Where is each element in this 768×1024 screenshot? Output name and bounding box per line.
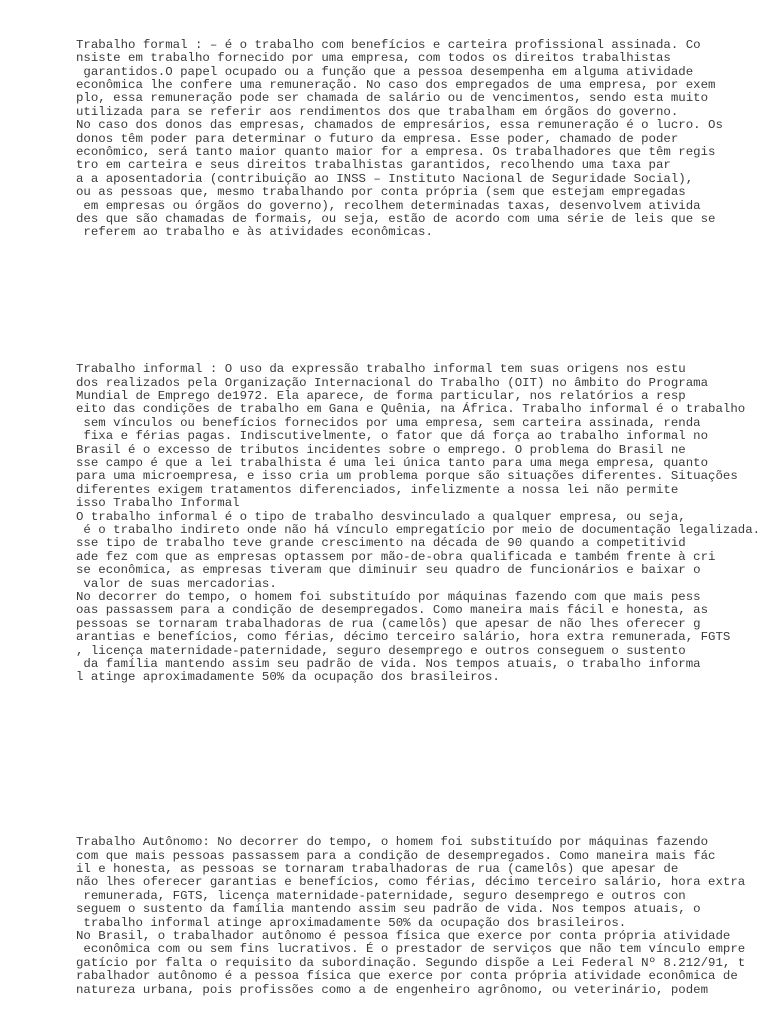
text-line: sem vínculos ou benefícios fornecidos por uma empresa, sem carteira assinada, renda	[76, 415, 701, 430]
text-line: oas passassem para a condição de desempregados. Como maneira mais fácil e honesta, as	[76, 603, 709, 618]
text-line: des que são chamadas de formais, ou seja, estão de acordo com uma série de leis que se	[76, 211, 716, 226]
text-line: , licença maternidade-paternidade, seguro desemprego e outros conseguem o sustento	[76, 643, 686, 658]
document-body	[76, 12, 766, 1010]
text-line: isso Trabalho Informal	[76, 496, 240, 511]
text-line: econômica lhe confere uma remuneração. No caso dos empregados de uma empresa, por exem	[76, 77, 716, 92]
section-trabalho-formal	[76, 39, 766, 240]
text-line: No caso dos donos das empresas, chamados de empresários, essa remuneração é o lucro. Os	[76, 118, 723, 133]
text-line: sse tipo de trabalho teve grande crescimento na década de 90 quando a competitivid	[76, 536, 686, 551]
text-line: valor de suas mercadorias.	[76, 576, 277, 591]
text-line: ou as pessoas que, mesmo trabalhando por conta própria (sem que estejam empregadas	[76, 185, 686, 200]
text-line: rabalhador autônomo é a pessoa física que exerce por conta própria atividade econômica de	[76, 969, 738, 984]
text-line: Brasil é o excesso de tributos incidentes sobre o emprego. O problema do Brasil ne	[76, 442, 686, 457]
text-line: se econômica, as empresas tiveram que diminuir seu quadro de funcionários e baixar o	[76, 563, 701, 578]
section-trabalho-informal	[76, 363, 766, 684]
text-line: nsiste em trabalho fornecido por uma empresa, com todos os direitos trabalhistas	[76, 51, 671, 66]
text-line: sse campo é que a lei trabalhista é uma lei única tanto para uma mega empresa, quanto	[76, 456, 709, 471]
text-line: diferentes exigem tratamentos diferenciados, infelizmente a nossa lei não permite	[76, 482, 679, 497]
text-line: dos realizados pela Organização Internacional do Trabalho (OIT) no âmbito do Programa	[76, 375, 709, 390]
text-line: donos têm poder para determinar o futuro da empresa. Esse poder, chamado de poder	[76, 131, 679, 146]
text-line: Trabalho Autônomo: No decorrer do tempo, o homem foi substituído por máquinas fazendo	[76, 835, 709, 850]
text-line: gatício por falta o requisito da subordinação. Segundo dispõe a Lei Federal Nº 8.212/91, t	[76, 955, 746, 970]
text-line: No Brasil, o trabalhador autônomo é pessoa física que exerce por conta própria atividade	[76, 929, 731, 944]
text-line: referem ao trabalho e às atividades econômicas.	[76, 225, 433, 240]
text-line: Trabalho informal : O uso da expressão trabalho informal tem suas origens nos estu	[76, 362, 686, 377]
text-line: para uma microempresa, e isso cria um problema porque são situações diferentes. Situações	[76, 469, 738, 484]
text-line: ade fez com que as empresas optassem por mão-de-obra qualificada e também frente à cri	[76, 549, 716, 564]
text-line: No decorrer do tempo, o homem foi substituído por máquinas fazendo com que mais pess	[76, 589, 701, 604]
text-line: não lhes oferecer garantias e benefícios, como férias, décimo terceiro salário, hora extra	[76, 875, 746, 890]
text-line: trabalho informal atinge aproximadamente 50% da ocupação dos brasileiros.	[76, 915, 627, 930]
text-line: econômica com ou sem fins lucrativos. É o prestador de serviços que não tem vínculo empre	[76, 942, 746, 957]
text-line: O trabalho informal é o tipo de trabalho desvinculado a qualquer empresa, ou seja,	[76, 509, 686, 524]
text-line: garantidos.O papel ocupado ou a função que a pessoa desempenha em alguma atividade	[76, 64, 694, 79]
text-line: da família mantendo assim seu padrão de vida. Nos tempos atuais, o trabalho informa	[76, 656, 701, 671]
text-line: econômico, será tanto maior quanto maior for a empresa. Os trabalhadores que têm regis	[76, 144, 716, 159]
text-line: l atinge aproximadamente 50% da ocupação dos brasileiros.	[76, 670, 500, 685]
text-line: a a aposentadoria (contribuição ao INSS – Instituto Nacional de Seguridade Social),	[76, 171, 694, 186]
section-spacer	[76, 711, 766, 809]
text-line: tro em carteira e seus direitos trabalhistas garantidos, recolhendo uma taxa par	[76, 158, 671, 173]
section-trabalho-autonomo	[76, 836, 766, 997]
text-line: Trabalho formal : – é o trabalho com benefícios e carteira profissional assinada. Co	[76, 37, 701, 52]
text-line: é o trabalho indireto onde não há vínculo empregatício por meio de documentação legalizada.	[76, 522, 761, 537]
text-line: natureza urbana, pois profissões como a de engenheiro agrônomo, ou veterinário, podem	[76, 982, 709, 997]
section-spacer	[76, 266, 766, 336]
text-line: em empresas ou órgãos do governo), recolhem determinadas taxas, desenvolvem ativida	[76, 198, 701, 213]
text-line: il e honesta, as pessoas se tornaram trabalhadoras de rua (camelôs) que apesar de	[76, 862, 679, 877]
text-line: Mundial de Emprego de1972. Ela aparece, de forma particular, nos relatórios a resp	[76, 389, 686, 404]
text-line: utilizada para se referir aos rendimentos dos que trabalham em órgãos do governo.	[76, 104, 679, 119]
text-line: seguem o sustento da família mantendo assim seu padrão de vida. Nos tempos atuais, o	[76, 902, 701, 917]
text-line: com que mais pessoas passassem para a condição de desempregados. Como maneira mais fác	[76, 848, 716, 863]
text-line: remunerada, FGTS, licença maternidade-paternidade, seguro desemprego e outros con	[76, 888, 686, 903]
text-line: plo, essa remuneração pode ser chamada de salário ou de vencimentos, sendo esta muito	[76, 91, 709, 106]
text-line: pessoas se tornaram trabalhadoras de rua (camelôs) que apesar de não lhes oferecer g	[76, 616, 701, 631]
text-line: fixa e férias pagas. Indiscutivelmente, o fator que dá força ao trabalho informal no	[76, 429, 709, 444]
text-line: eito das condições de trabalho em Gana e Quênia, na África. Trabalho informal é o trabalho	[76, 402, 746, 417]
text-line: arantias e benefícios, como férias, décimo terceiro salário, hora extra remunerada, FGTS	[76, 630, 731, 645]
